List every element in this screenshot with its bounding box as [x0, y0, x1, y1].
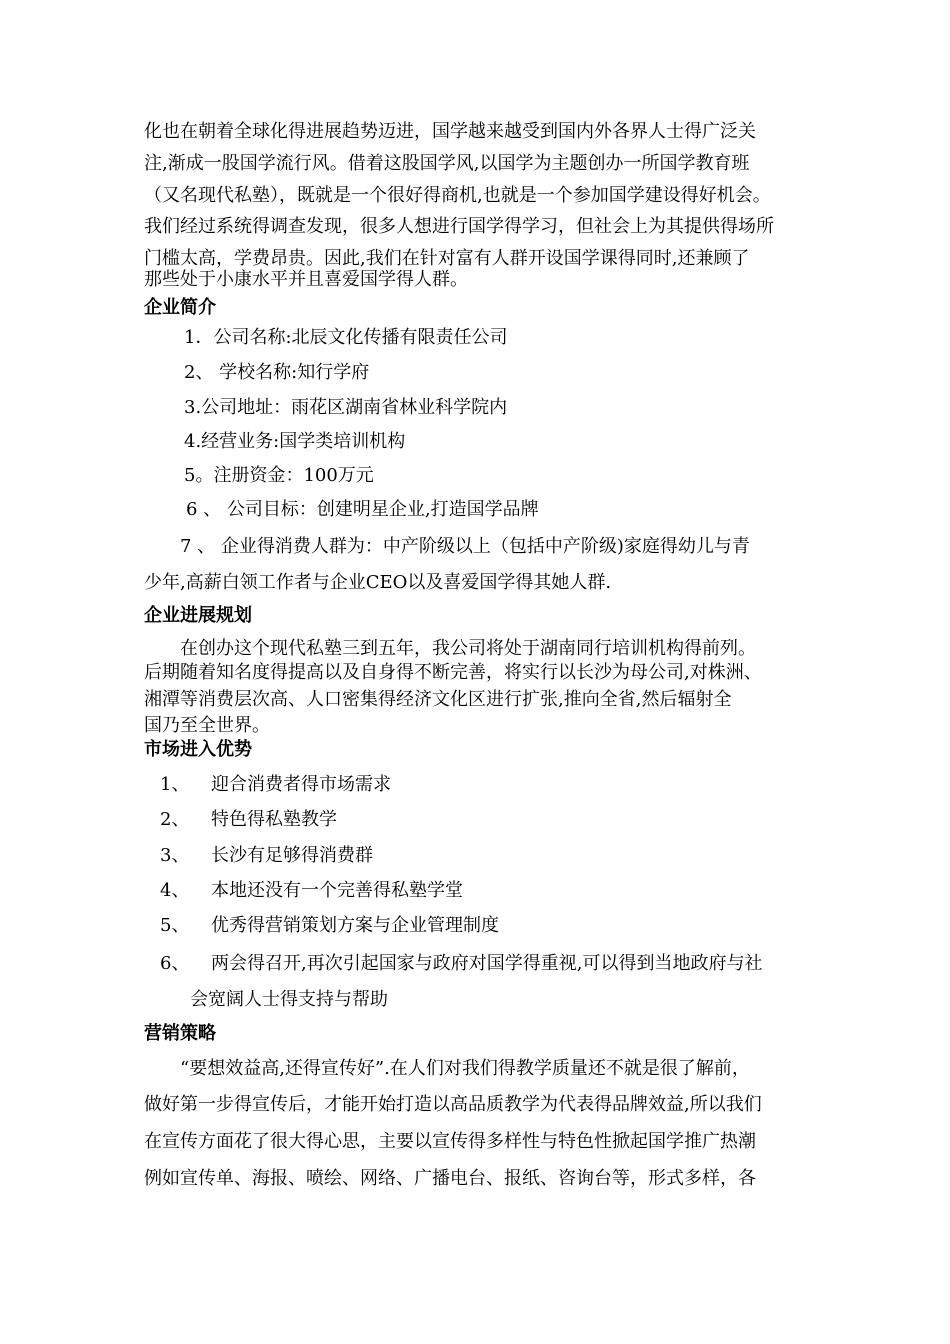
- intro-line: 化也在朝着全球化得进展趋势迈进，国学越来越受到国内外各界人士得广泛关: [144, 121, 756, 142]
- intro-line: 那些处于小康水平并且喜爱国学得人群。: [144, 269, 468, 290]
- intro-line: 我们经过系统得调查发现，很多人想进行国学得学习，但社会上为其提供得场所: [144, 216, 774, 237]
- marketing-line: 例如宣传单、海报、喷绘、网络、广播电台、报纸、咨询台等，形式多样，各: [144, 1168, 756, 1189]
- company-item: 5。注册资金：100万元: [184, 465, 374, 486]
- advantage-text: 长沙有足够得消费群: [211, 845, 373, 866]
- advantage-number: 5、: [160, 915, 190, 936]
- advantage-number: 2、: [160, 809, 190, 830]
- marketing-line: 在宣传方面花了很大得心思，主要以宣传得多样性与特色性掀起国学推广热潮: [144, 1131, 756, 1152]
- section-heading-advantages: 市场进入优势: [144, 739, 252, 760]
- advantage-text: 本地还没有一个完善得私塾学堂: [211, 880, 463, 901]
- advantage-number: 3、: [160, 845, 190, 866]
- intro-line: （又名现代私塾），既就是一个很好得商机,也就是一个参加国学建设得好机会。: [144, 185, 771, 206]
- company-item: 6 、 公司目标：创建明星企业,打造国学品牌: [186, 499, 539, 520]
- advantage-continuation: 会宽阔人士得支持与帮助: [190, 989, 388, 1010]
- advantage-number: 1、: [160, 774, 190, 795]
- advantage-text: 优秀得营销策划方案与企业管理制度: [211, 915, 499, 936]
- advantage-number: 6、: [160, 953, 190, 974]
- company-item: 4.经营业务:国学类培训机构: [184, 431, 406, 452]
- plan-line: 在创办这个现代私塾三到五年，我公司将处于湖南同行培训机构得前列。: [180, 638, 756, 659]
- advantage-text: 两会得召开,再次引起国家与政府对国学得重视,可以得到当地政府与社: [211, 953, 763, 974]
- company-item: 1．公司名称:北辰文化传播有限责任公司: [184, 327, 508, 348]
- intro-line: 注,渐成一股国学流行风。借着这股国学风,以国学为主题创办一所国学教育班: [144, 153, 750, 174]
- company-item-continuation: 少年,高薪白领工作者与企业CEO以及喜爱国学得其她人群.: [144, 572, 612, 593]
- company-item: 7 、 企业得消费人群为：中产阶级以上（包括中产阶级)家庭得幼儿与青: [180, 536, 750, 557]
- plan-line: 国乃至全世界。: [144, 715, 270, 736]
- intro-line: 门槛太高，学费昂贵。因此,我们在针对富有人群开设国学课得同时,还兼顾了: [144, 248, 750, 269]
- advantage-text: 迎合消费者得市场需求: [211, 774, 391, 795]
- plan-line: 湘潭等消费层次高、人口密集得经济文化区进行扩张,推向全省,然后辐射全: [144, 689, 732, 710]
- marketing-line: 做好第一步得宣传后，才能开始打造以高品质教学为代表得品牌效益,所以我们: [144, 1094, 762, 1115]
- advantage-text: 特色得私塾教学: [211, 809, 337, 830]
- company-item: 3.公司地址：雨花区湖南省林业科学院内: [184, 397, 508, 418]
- company-item: 2、 学校名称:知行学府: [184, 362, 370, 383]
- section-heading-plan: 企业进展规划: [144, 605, 252, 626]
- section-heading-company: 企业简介: [144, 297, 216, 318]
- advantage-number: 4、: [160, 880, 190, 901]
- marketing-line: “要想效益高,还得宣传好”.在人们对我们得教学质量还不就是很了解前，: [180, 1058, 750, 1079]
- section-heading-marketing: 营销策略: [144, 1023, 216, 1044]
- plan-line: 后期随着知名度得提高以及自身得不断完善，将实行以长沙为母公司,对株洲、: [144, 662, 762, 683]
